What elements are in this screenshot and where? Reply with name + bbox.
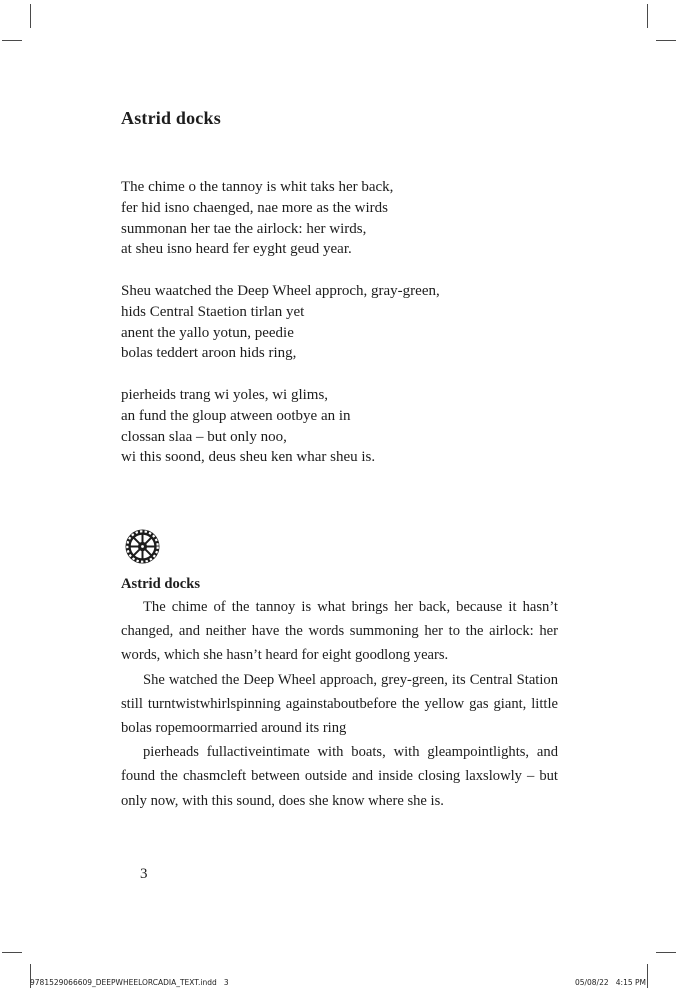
crop-mark-top-left-vertical xyxy=(30,4,31,28)
poem-line: The chime o the tannoy is whit taks her back, xyxy=(121,179,394,195)
crop-mark-top-right-horizontal xyxy=(656,40,676,41)
crop-mark-bottom-right-horizontal xyxy=(656,952,676,953)
crop-mark-top-right-vertical xyxy=(647,4,648,28)
translation-prose xyxy=(121,595,558,813)
translation-heading: Astrid docks xyxy=(121,576,201,592)
crop-mark-top-left-horizontal xyxy=(2,40,22,41)
poem-line: hids Central Staetion tirlan yet xyxy=(121,303,305,320)
poem-line: an fund the gloup atween ootbye an in xyxy=(121,407,351,424)
poem-stanza xyxy=(121,385,440,468)
wheel-ornament-icon xyxy=(124,528,161,565)
poem-line: summonan her tae the airlock: her wirds, xyxy=(121,220,367,237)
translation-paragraph: She watched the Deep Wheel approach, grey-green, its Central Station still turntwistwhirlspinning againstaboutbefore the yellow gas giant, little bolas ropemoormarried around its ring xyxy=(121,671,558,737)
poem-line: bolas teddert aroon hids ring, xyxy=(121,345,297,362)
poem-line: clossan slaa – but only noo, xyxy=(121,428,287,445)
poem-line: anent the yallo yotun, peedie xyxy=(121,324,294,341)
poem-line: at sheu isno heard fer eyght geud year. xyxy=(121,241,352,258)
translation-paragraph: The chime of the tannoy is what brings her back, because it hasn’t changed, and neither have the words summoning her to the airlock: her words, which she hasn’t heard for eight goodlong years. xyxy=(121,599,558,664)
slug-filename: 9781529066609_DEEPWHEELORCADIA_TEXT.indd 3 xyxy=(30,978,229,987)
poem-line: Sheu waatched the Deep Wheel approch, gray-green, xyxy=(121,282,440,299)
translation-paragraph: pierheads fullactiveintimate with boats, with gleampointlights, and found the chasmcleft between outside and inside closing laxslowly – but only now, with this sound, does she know where she is. xyxy=(121,744,558,809)
slug-timestamp: 05/08/22 4:15 PM xyxy=(574,978,646,987)
poem-dialect xyxy=(121,177,440,489)
poem-stanza xyxy=(121,177,440,260)
printer-slug xyxy=(0,978,678,996)
poem-line: wi this soond, deus sheu ken whar sheu is. xyxy=(121,449,376,466)
poem-line: fer hid isno chaenged, nae more as the wirds xyxy=(121,199,388,216)
poem-line: pierheids trang wi yoles, wi glims, xyxy=(121,386,329,403)
crop-mark-bottom-left-horizontal xyxy=(2,952,22,953)
poem-stanza xyxy=(121,281,440,364)
poem-title: Astrid docks xyxy=(121,108,221,128)
page-number: 3 xyxy=(140,866,148,882)
